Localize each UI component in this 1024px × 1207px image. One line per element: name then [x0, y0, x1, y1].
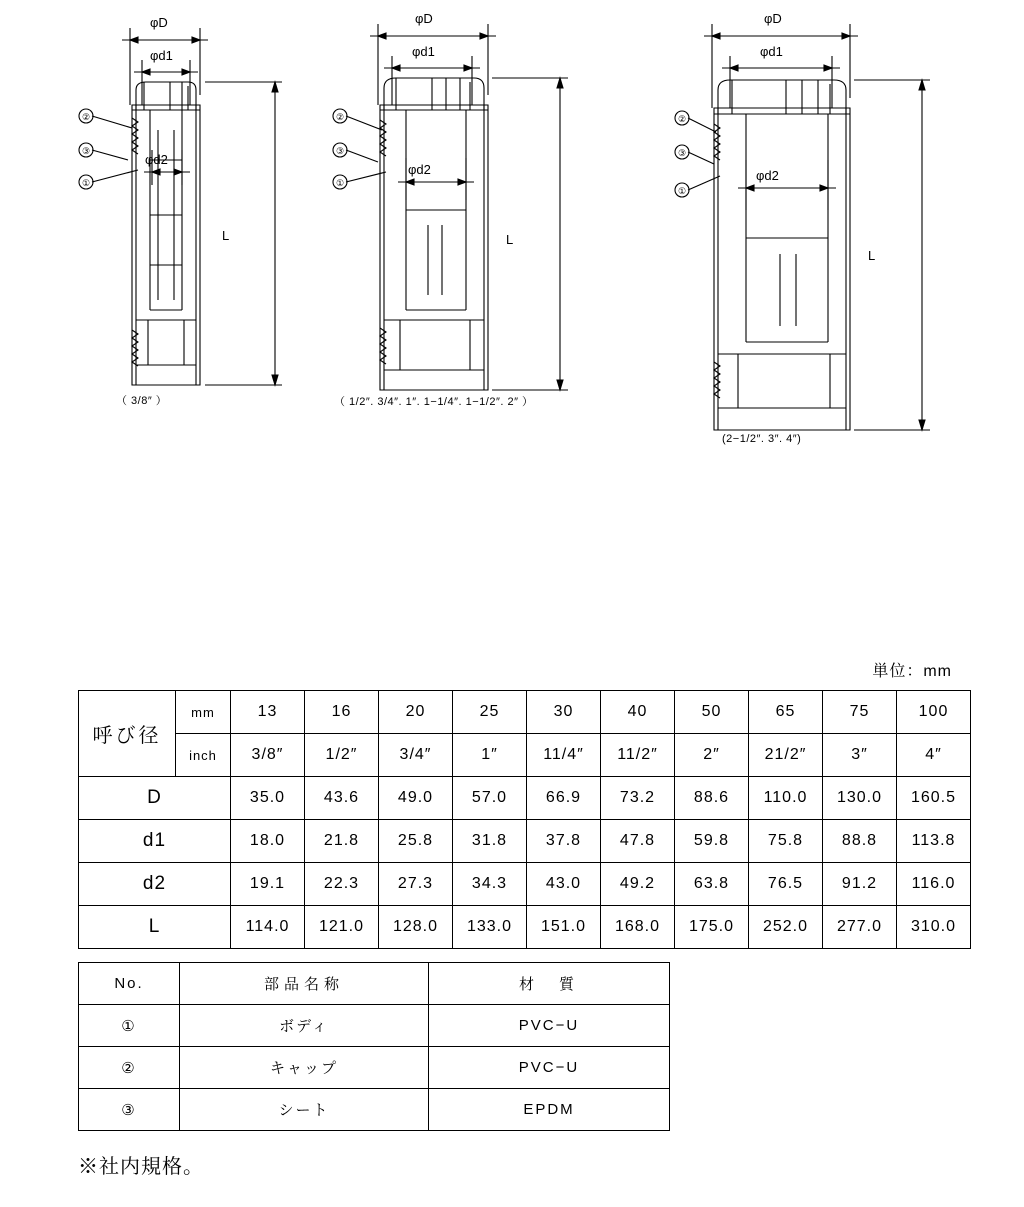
- size-mm-0: 13: [231, 691, 305, 734]
- D-7: 110.0: [749, 777, 823, 820]
- size-mm-7: 65: [749, 691, 823, 734]
- d1-8: 88.8: [823, 820, 897, 863]
- parts-header-material: 材 質: [429, 963, 670, 1005]
- parts-header-no: No.: [79, 963, 180, 1005]
- D-6: 88.6: [675, 777, 749, 820]
- size-inch-8: 3″: [823, 734, 897, 777]
- part-2-material: PVC−U: [429, 1047, 670, 1089]
- part-3-no: ③: [79, 1089, 180, 1131]
- L-7: 252.0: [749, 906, 823, 949]
- spec-row-L-label: L: [79, 906, 231, 949]
- dim-phi-d2-large: φd2: [756, 168, 779, 183]
- d1-6: 59.8: [675, 820, 749, 863]
- L-8: 277.0: [823, 906, 897, 949]
- part-3-name: シート: [180, 1089, 429, 1131]
- L-6: 175.0: [675, 906, 749, 949]
- part-2-no: ②: [79, 1047, 180, 1089]
- table-row: [79, 1089, 670, 1131]
- size-mm-1: 16: [305, 691, 379, 734]
- L-3: 133.0: [453, 906, 527, 949]
- callout-2-small: ②: [81, 112, 91, 122]
- D-2: 49.0: [379, 777, 453, 820]
- table-row: [79, 691, 971, 734]
- figure-medium-caption: （ 1/2″. 3/4″. 1″. 1−1/4″. 1−1/2″. 2″ ）: [334, 396, 534, 408]
- d2-9: 116.0: [897, 863, 971, 906]
- spec-table: [78, 690, 971, 949]
- L-1: 121.0: [305, 906, 379, 949]
- table-row: [79, 777, 971, 820]
- spec-row-d1-label: d1: [79, 820, 231, 863]
- D-4: 66.9: [527, 777, 601, 820]
- figure-small-caption: （ 3/8″ ）: [116, 395, 168, 407]
- spec-row-label: 呼び径: [79, 691, 176, 777]
- spec-unit-inch: inch: [176, 734, 231, 777]
- figure-large-caption: (2−1/2″. 3″. 4″): [722, 433, 802, 445]
- d1-2: 25.8: [379, 820, 453, 863]
- d1-0: 18.0: [231, 820, 305, 863]
- callout-2-medium: ②: [335, 112, 345, 122]
- size-mm-4: 30: [527, 691, 601, 734]
- d1-9: 113.8: [897, 820, 971, 863]
- figure-medium: [320, 10, 620, 430]
- size-inch-9: 4″: [897, 734, 971, 777]
- size-inch-7: 21/2″: [749, 734, 823, 777]
- spec-unit-mm: mm: [176, 691, 231, 734]
- L-5: 168.0: [601, 906, 675, 949]
- dim-phi-d1-large: φd1: [760, 44, 783, 59]
- parts-header-name: 部品名称: [180, 963, 429, 1005]
- part-3-material: EPDM: [429, 1089, 670, 1131]
- table-row: [79, 963, 670, 1005]
- d1-4: 37.8: [527, 820, 601, 863]
- D-5: 73.2: [601, 777, 675, 820]
- size-mm-3: 25: [453, 691, 527, 734]
- D-0: 35.0: [231, 777, 305, 820]
- dim-phi-D-large: φD: [764, 11, 782, 26]
- dim-phi-d1-small: φd1: [150, 48, 173, 63]
- footnote: ※社内規格。: [78, 1156, 204, 1178]
- figure-small: [70, 10, 340, 430]
- callout-1-small: ①: [81, 178, 91, 188]
- size-inch-1: 1/2″: [305, 734, 379, 777]
- size-mm-5: 40: [601, 691, 675, 734]
- table-row: [79, 863, 971, 906]
- part-1-no: ①: [79, 1005, 180, 1047]
- callout-3-medium: ③: [335, 146, 345, 156]
- table-row: [79, 906, 971, 949]
- d1-1: 21.8: [305, 820, 379, 863]
- unit-label: 単位：mm: [872, 663, 952, 680]
- callout-1-medium: ①: [335, 178, 345, 188]
- callout-2-large: ②: [677, 114, 687, 124]
- L-4: 151.0: [527, 906, 601, 949]
- part-2-name: キャップ: [180, 1047, 429, 1089]
- D-8: 130.0: [823, 777, 897, 820]
- dim-L-medium: L: [506, 232, 514, 247]
- D-9: 160.5: [897, 777, 971, 820]
- L-2: 128.0: [379, 906, 453, 949]
- part-1-material: PVC−U: [429, 1005, 670, 1047]
- callout-1-large: ①: [677, 186, 687, 196]
- drawing-area: [0, 0, 1024, 470]
- d2-5: 49.2: [601, 863, 675, 906]
- size-inch-2: 3/4″: [379, 734, 453, 777]
- size-mm-2: 20: [379, 691, 453, 734]
- spec-row-D-label: D: [79, 777, 231, 820]
- dim-L-small: L: [222, 228, 230, 243]
- dim-L-large: L: [868, 248, 876, 263]
- d2-3: 34.3: [453, 863, 527, 906]
- table-row: [79, 1005, 670, 1047]
- d2-8: 91.2: [823, 863, 897, 906]
- dim-phi-d2-small: φd2: [145, 152, 168, 167]
- table-row: [79, 1047, 670, 1089]
- d2-2: 27.3: [379, 863, 453, 906]
- d1-5: 47.8: [601, 820, 675, 863]
- d2-1: 22.3: [305, 863, 379, 906]
- callout-3-small: ③: [81, 146, 91, 156]
- d1-3: 31.8: [453, 820, 527, 863]
- callout-3-large: ③: [677, 148, 687, 158]
- L-0: 114.0: [231, 906, 305, 949]
- size-inch-0: 3/8″: [231, 734, 305, 777]
- dim-phi-d2-medium: φd2: [408, 162, 431, 177]
- d2-6: 63.8: [675, 863, 749, 906]
- parts-table: [78, 962, 670, 1131]
- size-inch-6: 2″: [675, 734, 749, 777]
- size-inch-3: 1″: [453, 734, 527, 777]
- d1-7: 75.8: [749, 820, 823, 863]
- size-mm-8: 75: [823, 691, 897, 734]
- size-inch-5: 11/2″: [601, 734, 675, 777]
- spec-row-d2-label: d2: [79, 863, 231, 906]
- size-inch-4: 11/4″: [527, 734, 601, 777]
- table-row: [79, 734, 971, 777]
- D-3: 57.0: [453, 777, 527, 820]
- d2-7: 76.5: [749, 863, 823, 906]
- dim-phi-D-small: φD: [150, 15, 168, 30]
- L-9: 310.0: [897, 906, 971, 949]
- figure-large: [660, 10, 980, 460]
- dim-phi-D-medium: φD: [415, 11, 433, 26]
- D-1: 43.6: [305, 777, 379, 820]
- dim-phi-d1-medium: φd1: [412, 44, 435, 59]
- d2-4: 43.0: [527, 863, 601, 906]
- size-mm-6: 50: [675, 691, 749, 734]
- table-row: [79, 820, 971, 863]
- part-1-name: ボディ: [180, 1005, 429, 1047]
- size-mm-9: 100: [897, 691, 971, 734]
- d2-0: 19.1: [231, 863, 305, 906]
